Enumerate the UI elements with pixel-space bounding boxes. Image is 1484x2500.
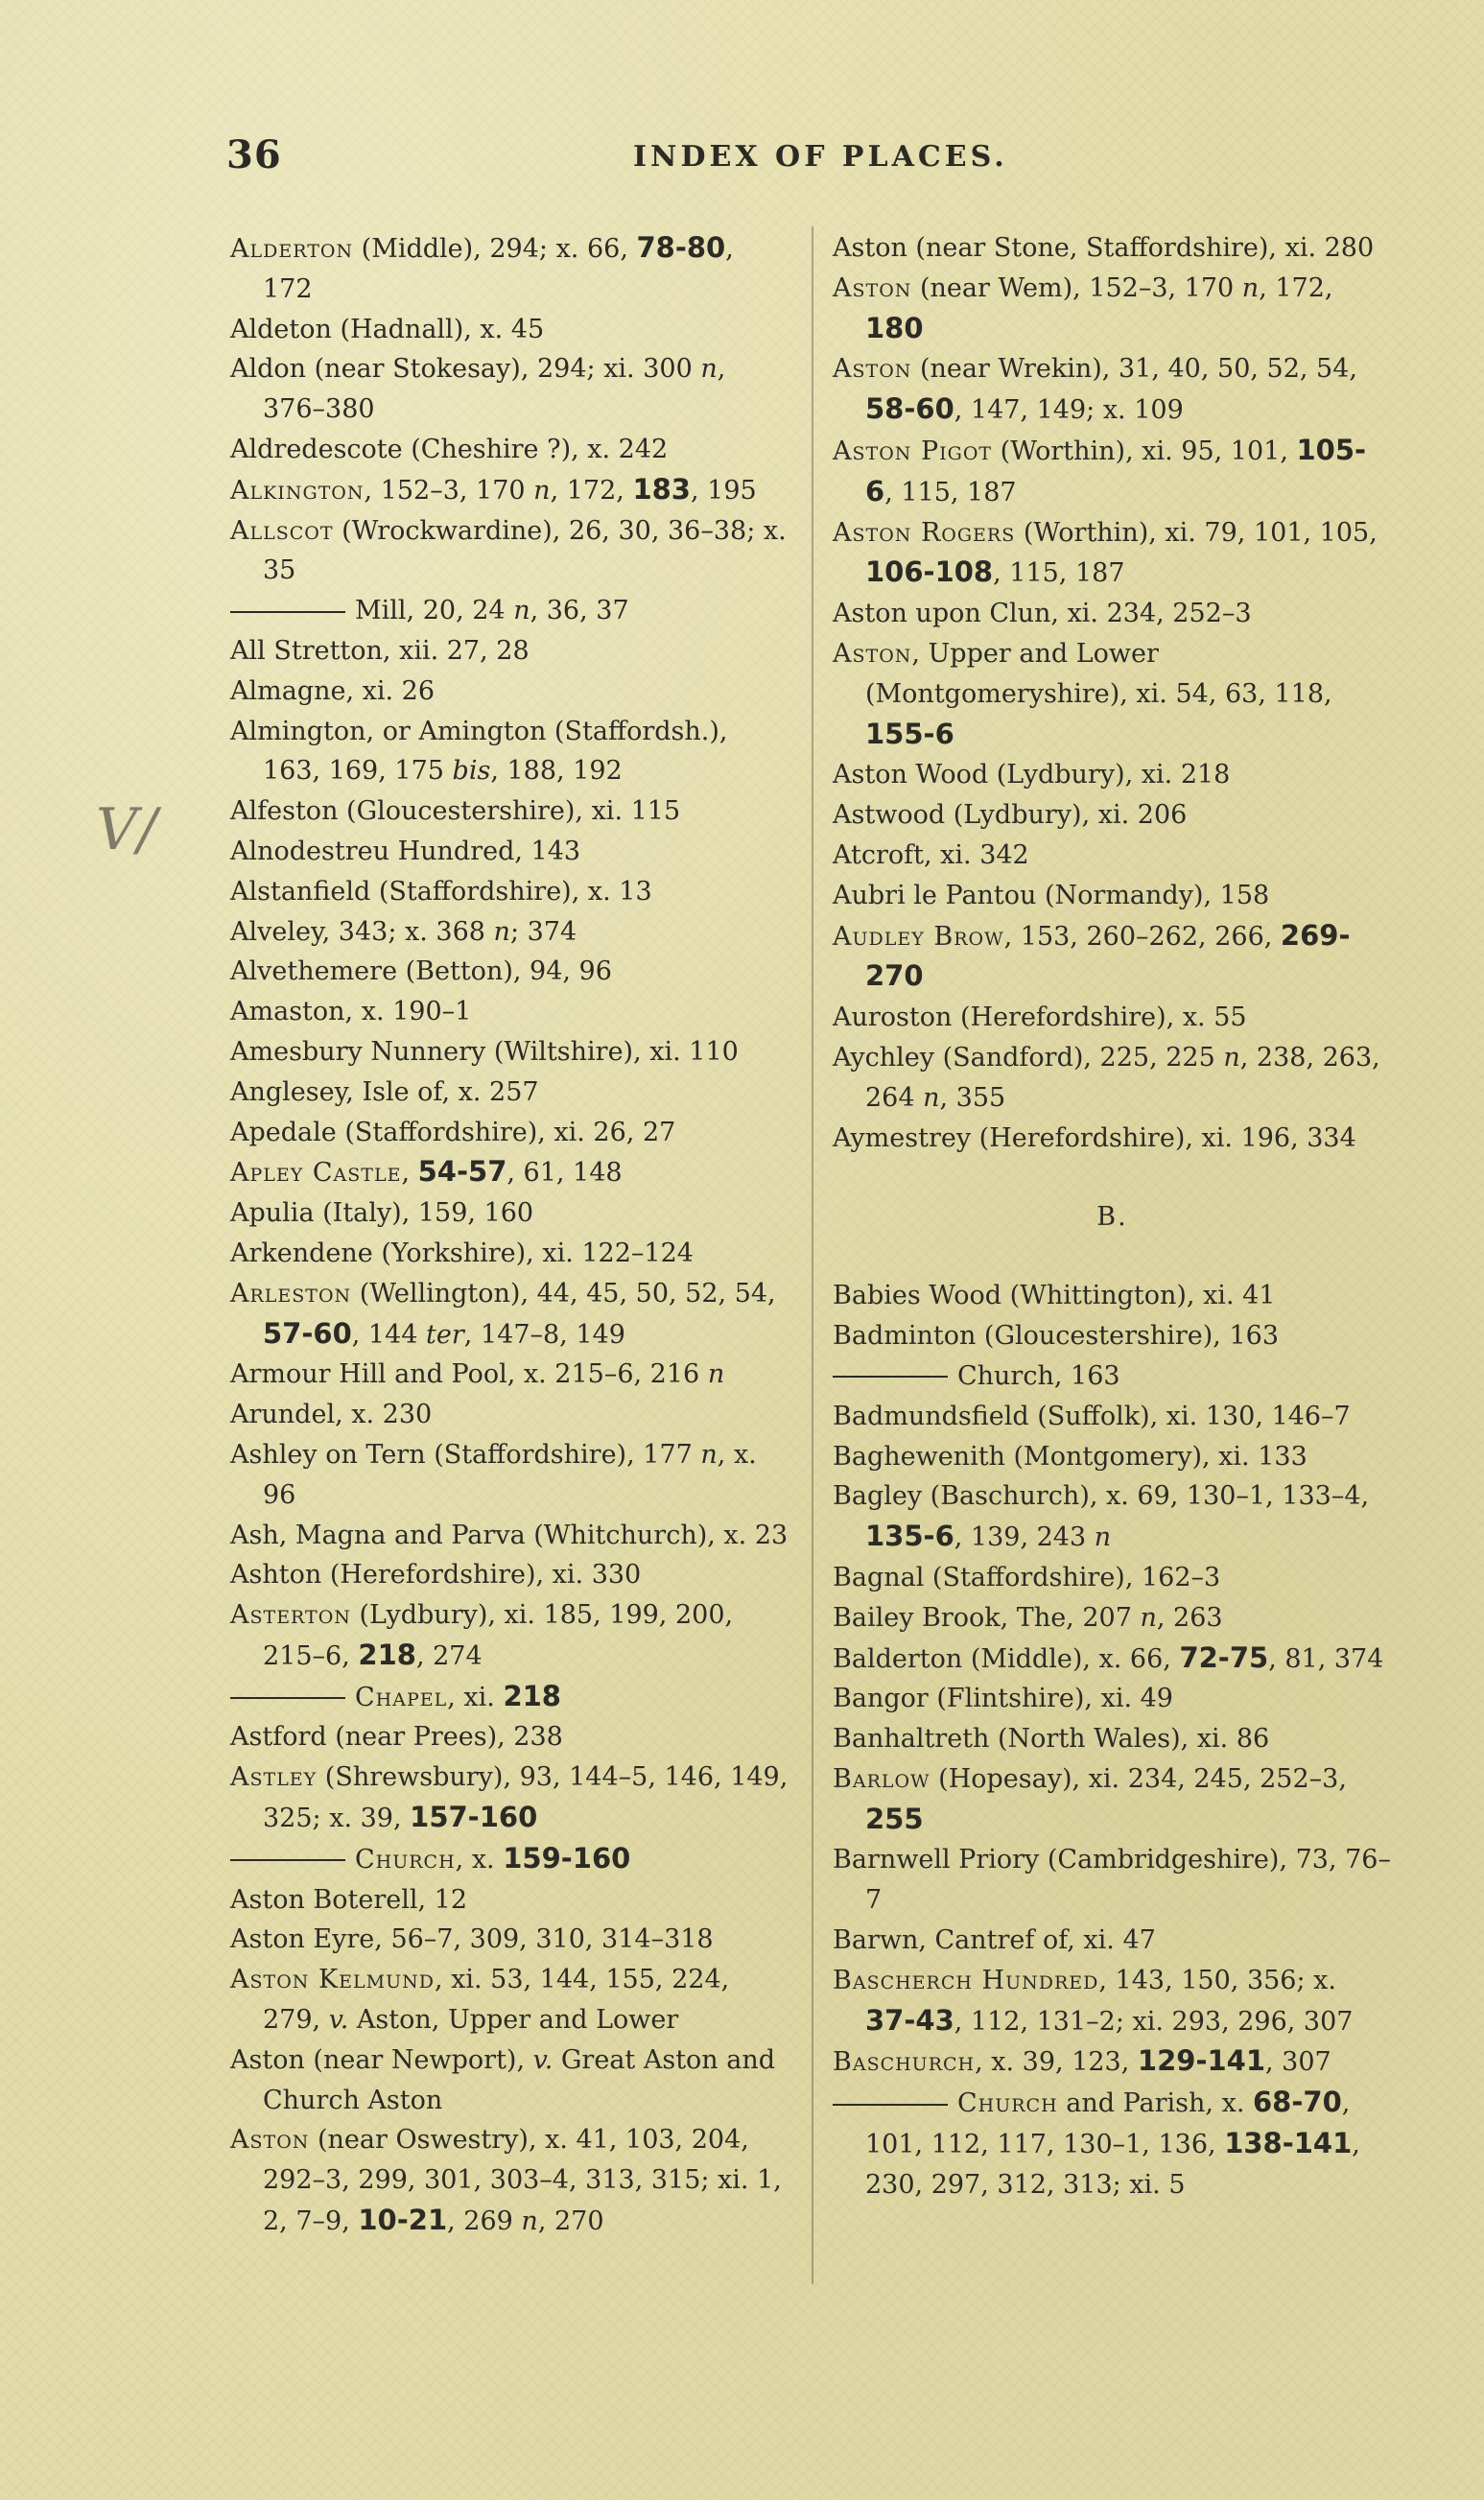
- index-entry: Astley (Shrewsbury), 93, 144–5, 146, 149, 325; x. 39, 157-160: [230, 1762, 789, 1834]
- index-entry: Aston Kelmund, xi. 53, 144, 155, 224, 279, v. Aston, Upper and Lower: [230, 1965, 730, 2036]
- index-entry: Aldon (near Stokesay), 294; xi. 300 n, 376–380: [230, 354, 726, 425]
- right-entries-b: [833, 1276, 1392, 2205]
- index-entry: Barnwell Priory (Cambridgeshire), 73, 76–7: [833, 1845, 1391, 1916]
- index-entry: Arundel, x. 230: [230, 1400, 433, 1430]
- index-entry: Aston Pigot (Worthin), xi. 95, 101, 105-6, 115, 187: [833, 433, 1367, 507]
- margin-note: V/: [96, 796, 157, 863]
- index-entry: Atcroft, xi. 342: [833, 839, 1029, 870]
- index-entry: Baghewenith (Montgomery), xi. 133: [833, 1441, 1307, 1472]
- index-entry: Banhaltreth (North Wales), xi. 86: [833, 1724, 1270, 1755]
- right-entries-a: [833, 228, 1392, 1158]
- index-entry: Apley Castle, 54-57, 61, 148: [230, 1155, 623, 1189]
- index-entry: Alkington, 152–3, 170 n, 172, 183, 195: [230, 472, 757, 506]
- index-entry: Badmundsfield (Suffolk), xi. 130, 146–7: [833, 1401, 1351, 1431]
- index-entry: Alstanfield (Staffordshire), x. 13: [230, 876, 652, 907]
- index-entry: Chapel, xi. 218: [230, 1677, 789, 1718]
- index-entry: Aston (near Wem), 152–3, 170 n, 172, 180: [833, 272, 1333, 344]
- index-entry: Apedale (Staffordshire), xi. 26, 27: [230, 1117, 676, 1147]
- index-entry: Audley Brow, 153, 260–262, 266, 269-270: [833, 918, 1351, 993]
- index-entry: Alnodestreu Hundred, 143: [230, 836, 581, 866]
- index-entry: Barlow (Hopesay), xi. 234, 245, 252–3, 255: [833, 1763, 1347, 1835]
- left-column: [230, 228, 789, 2242]
- index-entry: Church, 163: [833, 1356, 1392, 1397]
- index-entry: Baschurch, x. 39, 123, 129-141, 307: [833, 2044, 1331, 2078]
- index-entry: Aston, Upper and Lower (Montgomeryshire), xi. 54, 63, 118, 155-6: [833, 638, 1332, 750]
- index-entry: Church, x. 159-160: [230, 1839, 789, 1880]
- index-entry: Asterton (Lydbury), xi. 185, 199, 200, 215–6, 218, 274: [230, 1600, 734, 1671]
- index-entry: Alderton (Middle), 294; x. 66, 78-80, 172: [230, 231, 734, 304]
- index-entry: Ash, Magna and Parva (Whitchurch), x. 23: [230, 1520, 789, 1550]
- index-entry: Aubri le Pantou (Normandy), 158: [833, 880, 1270, 910]
- index-entry: Balderton (Middle), x. 66, 72-75, 81, 374: [833, 1640, 1384, 1674]
- index-entry: Anglesey, Isle of, x. 257: [230, 1076, 539, 1107]
- index-entry: Almagne, xi. 26: [230, 675, 436, 706]
- index-entry: Babies Wood (Whittington), xi. 41: [833, 1281, 1276, 1311]
- column-divider: [812, 226, 813, 2284]
- index-entry: Amaston, x. 190–1: [230, 997, 472, 1027]
- index-entry: Barwn, Cantref of, xi. 47: [833, 1925, 1156, 1956]
- index-entry: Aston (near Stone, Staffordshire), xi. 280: [833, 233, 1375, 263]
- index-entry: Alveley, 343; x. 368 n; 374: [230, 916, 577, 947]
- right-column: [833, 228, 1392, 2205]
- index-entry: Arkendene (Yorkshire), xi. 122–124: [230, 1238, 694, 1268]
- index-entry: Allscot (Wrockwardine), 26, 30, 36–38; x. 35: [230, 515, 787, 586]
- index-entry: Badminton (Gloucestershire), 163: [833, 1321, 1279, 1352]
- index-entry: Ashley on Tern (Staffordshire), 177 n, x. 96: [230, 1439, 757, 1510]
- index-entry: Aldeton (Hadnall), x. 45: [230, 314, 545, 344]
- index-entry: Auroston (Herefordshire), x. 55: [833, 1002, 1247, 1033]
- index-entry: Aldredescote (Cheshire ?), x. 242: [230, 434, 669, 464]
- index-entry: Bangor (Flintshire), xi. 49: [833, 1684, 1173, 1714]
- index-entry: Bascherch Hundred, 143, 150, 356; x. 37-43, 112, 131–2; xi. 293, 296, 307: [833, 1965, 1354, 2037]
- index-entry: Aston (near Newport), v. Great Aston and Church Aston: [230, 2044, 776, 2115]
- index-entry: All Stretton, xii. 27, 28: [230, 635, 530, 666]
- index-entry: Bagnal (Staffordshire), 162–3: [833, 1562, 1221, 1592]
- index-entry: Aston (near Wrekin), 31, 40, 50, 52, 54, 58-60, 147, 149; x. 109: [833, 354, 1357, 426]
- index-entry: Alfeston (Gloucestershire), xi. 115: [230, 796, 681, 827]
- index-entry: Mill, 20, 24 n, 36, 37: [230, 591, 789, 631]
- index-entry: Alvethemere (Betton), 94, 96: [230, 956, 612, 987]
- index-entry: Church and Parish, x. 68-70, 101, 112, 117, 130–1, 136, 138-141, 230, 297, 312, 313; xi. 5: [833, 2083, 1392, 2205]
- index-entry: Bailey Brook, The, 207 n, 263: [833, 1602, 1223, 1633]
- index-entry: Ashton (Herefordshire), xi. 330: [230, 1560, 642, 1591]
- page-number: 36: [226, 132, 282, 177]
- index-entry: Aston (near Oswestry), x. 41, 103, 204, 292–3, 299, 301, 303–4, 313, 315; xi. 1, 2, 7–9, 10-21, 269 n, 270: [230, 2125, 782, 2237]
- index-entry: Bagley (Baschurch), x. 69, 130–1, 133–4, 135-6, 139, 243 n: [833, 1481, 1370, 1553]
- index-entry: Aymestrey (Herefordshire), xi. 196, 334: [833, 1122, 1356, 1153]
- index-entry: Arleston (Wellington), 44, 45, 50, 52, 54, 57-60, 144 ter, 147–8, 149: [230, 1278, 776, 1350]
- index-entry: Armour Hill and Pool, x. 215–6, 216 n: [230, 1359, 725, 1390]
- index-entry: Aston Boterell, 12: [230, 1884, 468, 1915]
- index-entry: Aston upon Clun, xi. 234, 252–3: [833, 599, 1252, 629]
- index-entry: Aston Rogers (Worthin), xi. 79, 101, 105, 106-108, 115, 187: [833, 517, 1378, 589]
- section-heading-b: B.: [1096, 1202, 1128, 1233]
- index-entry: Almington, or Amington (Staffordsh.), 163, 169, 175 bis, 188, 192: [230, 716, 728, 787]
- index-entry: Aston Eyre, 56–7, 309, 310, 314–318: [230, 1924, 714, 1955]
- index-entry: Aston Wood (Lydbury), xi. 218: [833, 760, 1231, 790]
- index-entry: Astford (near Prees), 238: [230, 1722, 563, 1753]
- index-entry: Aychley (Sandford), 225, 225 n, 238, 263, 264 n, 355: [833, 1042, 1380, 1113]
- index-entry: Amesbury Nunnery (Wiltshire), xi. 110: [230, 1036, 739, 1067]
- index-entry: Apulia (Italy), 159, 160: [230, 1198, 534, 1229]
- page-title: INDEX OF PLACES.: [633, 140, 1008, 174]
- index-entry: Astwood (Lydbury), xi. 206: [833, 800, 1188, 831]
